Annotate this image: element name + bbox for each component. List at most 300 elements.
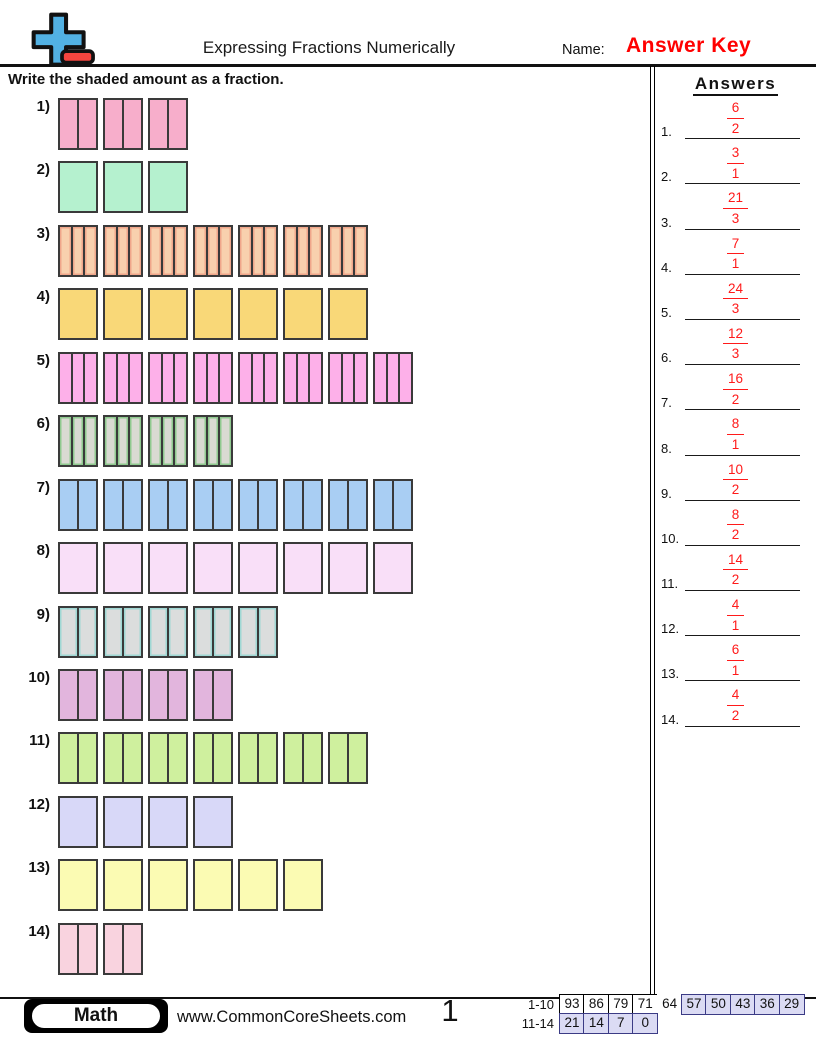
fraction-part xyxy=(105,671,124,719)
answers-panel xyxy=(655,66,816,727)
fraction-part xyxy=(124,734,141,782)
fraction-part xyxy=(265,354,276,402)
answer-fraction xyxy=(655,325,816,366)
fraction-part xyxy=(195,671,214,719)
fraction-boxes xyxy=(58,794,233,848)
answer-fraction xyxy=(655,641,816,682)
fraction-box xyxy=(193,479,233,531)
answer-number: 4. xyxy=(661,259,672,275)
answer-number: 7. xyxy=(661,395,672,411)
fraction-box xyxy=(373,542,413,594)
answer-blank-line xyxy=(685,500,800,501)
fraction-denominator: 3 xyxy=(731,210,740,226)
problem-number: 8) xyxy=(36,542,50,560)
fraction-part xyxy=(60,861,96,909)
fraction-box xyxy=(148,859,188,911)
fraction-box xyxy=(58,923,98,975)
score-cell: 0 xyxy=(632,1013,658,1034)
problems-list xyxy=(0,96,648,984)
fraction-part xyxy=(214,481,231,529)
problem-number: 10) xyxy=(28,668,50,686)
answer-fraction xyxy=(655,189,816,227)
fraction-boxes xyxy=(58,159,188,213)
fraction-part xyxy=(124,925,141,973)
answers-list xyxy=(655,98,816,731)
problem-number: 3) xyxy=(36,224,50,242)
fraction-denominator: 2 xyxy=(731,572,740,588)
fraction-part xyxy=(130,354,141,402)
fraction-numerator: 14 xyxy=(723,551,748,571)
fraction-part xyxy=(285,354,298,402)
fraction-part xyxy=(85,354,96,402)
fraction-numerator: 10 xyxy=(723,461,748,481)
answer-fraction xyxy=(655,415,816,453)
fraction-part xyxy=(169,734,186,782)
fraction-part xyxy=(79,734,96,782)
problem-row xyxy=(0,730,648,793)
fraction-box xyxy=(193,225,233,277)
fraction-part xyxy=(79,925,96,973)
fraction-box xyxy=(193,669,233,721)
score-cell: 86 xyxy=(583,994,609,1015)
answer-row xyxy=(655,685,816,730)
answer-blank-line xyxy=(685,680,800,681)
fraction-part xyxy=(175,354,186,402)
fraction-part xyxy=(150,163,186,211)
fraction-part xyxy=(220,354,231,402)
fraction-box xyxy=(148,98,188,150)
page-number: 1 xyxy=(441,993,459,1028)
fraction-numerator: 16 xyxy=(723,370,748,390)
fraction-denominator: 1 xyxy=(731,662,740,678)
fraction-box xyxy=(283,288,323,340)
fraction-part xyxy=(349,734,366,782)
fraction-part xyxy=(214,608,231,656)
fraction-denominator: 2 xyxy=(731,707,740,723)
fraction-part xyxy=(150,100,169,148)
fraction-part xyxy=(285,290,321,338)
plus-minus-logo-icon xyxy=(28,12,96,66)
fraction-part xyxy=(175,417,186,465)
fraction-box xyxy=(58,732,98,784)
fraction-box xyxy=(148,479,188,531)
answer-key-text: Answer Key xyxy=(626,34,752,57)
fraction-part xyxy=(265,227,276,275)
answer-blank-line xyxy=(685,590,800,591)
fraction-numerator: 24 xyxy=(723,280,748,300)
fraction-box xyxy=(148,542,188,594)
fraction-part xyxy=(240,290,276,338)
fraction-part xyxy=(169,481,186,529)
fraction-part xyxy=(105,290,141,338)
problem-row xyxy=(0,667,648,730)
fraction-numerator: 8 xyxy=(727,506,745,526)
fraction-part xyxy=(150,861,186,909)
fraction-box xyxy=(148,606,188,658)
fraction-box xyxy=(193,796,233,848)
fraction-part xyxy=(375,354,388,402)
fraction-part xyxy=(163,417,176,465)
fraction-part xyxy=(253,354,266,402)
fraction-part xyxy=(195,544,231,592)
fraction-box xyxy=(103,606,143,658)
answer-fraction xyxy=(655,99,816,140)
fraction-part xyxy=(375,544,411,592)
answer-row xyxy=(655,505,816,550)
fraction-box xyxy=(193,288,233,340)
fraction-box xyxy=(283,859,323,911)
answer-blank-line xyxy=(685,726,800,727)
fraction-box xyxy=(58,98,98,150)
fraction-box xyxy=(58,479,98,531)
fraction-part xyxy=(130,227,141,275)
problem-row xyxy=(0,857,648,920)
fraction-boxes xyxy=(58,604,278,658)
score-row xyxy=(514,994,805,1015)
fraction-box xyxy=(283,225,323,277)
fraction-boxes xyxy=(58,540,413,594)
fraction-part xyxy=(163,227,176,275)
fraction-box xyxy=(328,352,368,404)
fraction-boxes xyxy=(58,350,413,404)
fraction-denominator: 2 xyxy=(731,482,740,498)
answer-fraction xyxy=(655,596,816,637)
problem-row xyxy=(0,159,648,222)
fraction-part xyxy=(285,227,298,275)
fraction-part xyxy=(85,417,96,465)
fraction-box xyxy=(148,225,188,277)
fraction-box xyxy=(58,352,98,404)
fraction-denominator: 3 xyxy=(731,301,740,317)
score-row xyxy=(514,1013,805,1034)
fraction-part xyxy=(79,100,96,148)
fraction-box xyxy=(193,859,233,911)
fraction-box xyxy=(58,606,98,658)
fraction-box xyxy=(373,479,413,531)
worksheet-title: Expressing Fractions Numerically xyxy=(202,38,456,57)
problem-number: 1) xyxy=(36,98,50,115)
fraction-part xyxy=(105,417,118,465)
problem-number: 5) xyxy=(36,351,50,369)
fraction-box xyxy=(193,415,233,467)
fraction-boxes xyxy=(58,857,323,911)
fraction-part xyxy=(195,290,231,338)
fraction-box xyxy=(193,732,233,784)
fraction-part xyxy=(169,100,186,148)
fraction-box xyxy=(193,606,233,658)
fraction-denominator: 3 xyxy=(731,346,740,362)
fraction-part xyxy=(285,544,321,592)
fraction-box xyxy=(148,288,188,340)
fraction-box xyxy=(103,98,143,150)
fraction-part xyxy=(285,481,304,529)
fraction-denominator: 2 xyxy=(731,120,740,136)
fraction-part xyxy=(240,861,276,909)
fraction-part xyxy=(259,481,276,529)
fraction-part xyxy=(105,925,124,973)
answer-blank-line xyxy=(685,274,800,275)
fraction-numerator: 6 xyxy=(727,641,745,661)
fraction-part xyxy=(400,354,411,402)
answer-blank-line xyxy=(685,364,800,365)
website-url: www.CommonCoreSheets.com xyxy=(177,1008,407,1026)
fraction-part xyxy=(394,481,411,529)
fraction-part xyxy=(105,227,118,275)
fraction-part xyxy=(118,354,131,402)
fraction-part xyxy=(124,100,141,148)
fraction-part xyxy=(208,227,221,275)
fraction-box xyxy=(328,479,368,531)
answer-row xyxy=(655,143,816,188)
answer-number: 3. xyxy=(661,214,672,230)
instruction-text: Write the shaded amount as a fraction. xyxy=(8,71,284,88)
fraction-part xyxy=(259,734,276,782)
problem-number: 2) xyxy=(36,161,50,179)
answer-row xyxy=(655,460,816,505)
fraction-part xyxy=(330,354,343,402)
problem-number: 9) xyxy=(36,605,50,623)
fraction-boxes xyxy=(58,667,233,721)
fraction-boxes xyxy=(58,921,143,975)
fraction-part xyxy=(175,227,186,275)
fraction-box xyxy=(283,352,323,404)
fraction-part xyxy=(150,290,186,338)
fraction-box xyxy=(58,796,98,848)
fraction-part xyxy=(60,544,96,592)
fraction-box xyxy=(238,606,278,658)
answer-fraction xyxy=(655,686,816,724)
fraction-box xyxy=(58,415,98,467)
score-cell: 64 xyxy=(657,994,683,1015)
problem-number: 13) xyxy=(28,859,50,877)
fraction-box xyxy=(103,542,143,594)
fraction-part xyxy=(214,671,231,719)
fraction-part xyxy=(240,354,253,402)
fraction-part xyxy=(150,354,163,402)
fraction-box xyxy=(328,542,368,594)
fraction-denominator: 1 xyxy=(731,165,740,181)
fraction-part xyxy=(79,608,96,656)
fraction-numerator: 4 xyxy=(727,686,745,706)
fraction-part xyxy=(195,798,231,846)
fraction-box xyxy=(238,288,278,340)
fraction-box xyxy=(103,796,143,848)
answer-number: 11. xyxy=(661,576,679,592)
fraction-part xyxy=(60,290,96,338)
answer-blank-line xyxy=(685,183,800,184)
fraction-part xyxy=(208,417,221,465)
problem-row xyxy=(0,96,648,159)
fraction-boxes xyxy=(58,477,413,531)
answer-number: 14. xyxy=(661,711,680,727)
answer-fraction xyxy=(655,506,816,544)
fraction-denominator: 1 xyxy=(731,256,740,272)
answer-fraction xyxy=(655,461,816,499)
fraction-numerator: 6 xyxy=(727,99,745,119)
fraction-part xyxy=(195,608,214,656)
fraction-part xyxy=(130,417,141,465)
fraction-part xyxy=(105,544,141,592)
fraction-boxes xyxy=(58,730,368,784)
fraction-part xyxy=(298,354,311,402)
answer-number: 9. xyxy=(661,485,672,501)
fraction-part xyxy=(330,227,343,275)
answer-fraction xyxy=(655,144,816,185)
answer-blank-line xyxy=(685,545,800,546)
fraction-part xyxy=(208,354,221,402)
fraction-box xyxy=(58,225,98,277)
fraction-part xyxy=(240,481,259,529)
score-cell: 7 xyxy=(608,1013,634,1034)
fraction-part xyxy=(85,227,96,275)
answer-blank-line xyxy=(685,455,800,456)
answer-blank-line xyxy=(685,138,800,139)
answer-row xyxy=(655,369,816,414)
score-cell: 21 xyxy=(559,1013,585,1034)
fraction-part xyxy=(60,417,73,465)
fraction-box xyxy=(103,923,143,975)
fraction-part xyxy=(355,354,366,402)
fraction-part xyxy=(60,227,73,275)
fraction-part xyxy=(259,608,276,656)
fraction-part xyxy=(214,734,231,782)
subject-badge xyxy=(24,999,168,1033)
answer-row xyxy=(655,324,816,369)
problem-row xyxy=(0,286,648,349)
fraction-part xyxy=(310,354,321,402)
problem-row xyxy=(0,477,648,540)
fraction-box xyxy=(193,352,233,404)
answer-blank-line xyxy=(685,319,800,320)
fraction-box xyxy=(103,732,143,784)
fraction-box xyxy=(103,288,143,340)
answer-number: 12. xyxy=(661,621,680,637)
fraction-part xyxy=(60,671,79,719)
fraction-part xyxy=(330,481,349,529)
fraction-box xyxy=(148,796,188,848)
fraction-numerator: 4 xyxy=(727,596,745,616)
answer-row xyxy=(655,640,816,685)
fraction-part xyxy=(195,861,231,909)
fraction-part xyxy=(124,671,141,719)
fraction-part xyxy=(330,734,349,782)
fraction-denominator: 1 xyxy=(731,436,740,452)
score-cell: 50 xyxy=(705,994,731,1015)
problem-row xyxy=(0,540,648,603)
fraction-box xyxy=(58,288,98,340)
fraction-part xyxy=(60,354,73,402)
fraction-part xyxy=(304,481,321,529)
fraction-part xyxy=(240,734,259,782)
answer-fraction xyxy=(655,551,816,592)
fraction-box xyxy=(103,225,143,277)
fraction-denominator: 1 xyxy=(731,617,740,633)
fraction-part xyxy=(118,227,131,275)
fraction-part xyxy=(105,481,124,529)
fraction-box xyxy=(148,669,188,721)
fraction-part xyxy=(220,227,231,275)
fraction-part xyxy=(240,608,259,656)
fraction-part xyxy=(195,354,208,402)
fraction-box xyxy=(238,479,278,531)
fraction-part xyxy=(73,227,86,275)
answer-fraction xyxy=(655,235,816,273)
problem-row xyxy=(0,921,648,984)
score-range-label: 11-14 xyxy=(521,1016,554,1032)
fraction-part xyxy=(330,290,366,338)
score-cell: 14 xyxy=(583,1013,609,1034)
answer-row xyxy=(655,234,816,279)
fraction-part xyxy=(285,861,321,909)
fraction-part xyxy=(195,227,208,275)
fraction-box xyxy=(103,669,143,721)
fraction-box xyxy=(238,859,278,911)
fraction-box xyxy=(103,352,143,404)
answer-number: 13. xyxy=(661,666,680,682)
fraction-part xyxy=(169,671,186,719)
fraction-part xyxy=(298,227,311,275)
fraction-part xyxy=(105,100,124,148)
fraction-part xyxy=(220,417,231,465)
fraction-boxes xyxy=(58,223,368,277)
fraction-box xyxy=(238,732,278,784)
fraction-box xyxy=(238,352,278,404)
fraction-box xyxy=(283,542,323,594)
fraction-boxes xyxy=(58,413,233,467)
score-cell: 36 xyxy=(754,994,780,1015)
fraction-part xyxy=(150,608,169,656)
problem-number: 11) xyxy=(29,732,50,750)
fraction-part xyxy=(388,354,401,402)
fraction-part xyxy=(285,734,304,782)
fraction-part xyxy=(105,163,141,211)
fraction-box xyxy=(103,161,143,213)
answer-number: 2. xyxy=(661,169,672,185)
fraction-box xyxy=(148,352,188,404)
problem-number: 4) xyxy=(36,288,50,306)
fraction-part xyxy=(60,925,79,973)
fraction-part xyxy=(73,417,86,465)
score-cell: 79 xyxy=(608,994,634,1015)
answer-fraction xyxy=(655,280,816,318)
answer-row xyxy=(655,414,816,459)
fraction-part xyxy=(105,354,118,402)
fraction-box xyxy=(148,415,188,467)
fraction-numerator: 12 xyxy=(723,325,748,345)
answer-row xyxy=(655,595,816,640)
problem-row xyxy=(0,413,648,476)
fraction-part xyxy=(150,227,163,275)
fraction-box xyxy=(328,732,368,784)
answer-row xyxy=(655,550,816,595)
fraction-part xyxy=(150,671,169,719)
fraction-boxes xyxy=(58,96,188,150)
fraction-part xyxy=(150,417,163,465)
fraction-part xyxy=(343,227,356,275)
score-cell: 57 xyxy=(681,994,707,1015)
fraction-part xyxy=(150,798,186,846)
fraction-boxes xyxy=(58,286,368,340)
answer-blank-line xyxy=(685,229,800,230)
score-cell: 93 xyxy=(559,994,585,1015)
fraction-part xyxy=(349,481,366,529)
fraction-part xyxy=(355,227,366,275)
fraction-part xyxy=(240,544,276,592)
fraction-box xyxy=(373,352,413,404)
fraction-part xyxy=(60,100,79,148)
fraction-part xyxy=(118,417,131,465)
problem-number: 12) xyxy=(28,795,50,813)
